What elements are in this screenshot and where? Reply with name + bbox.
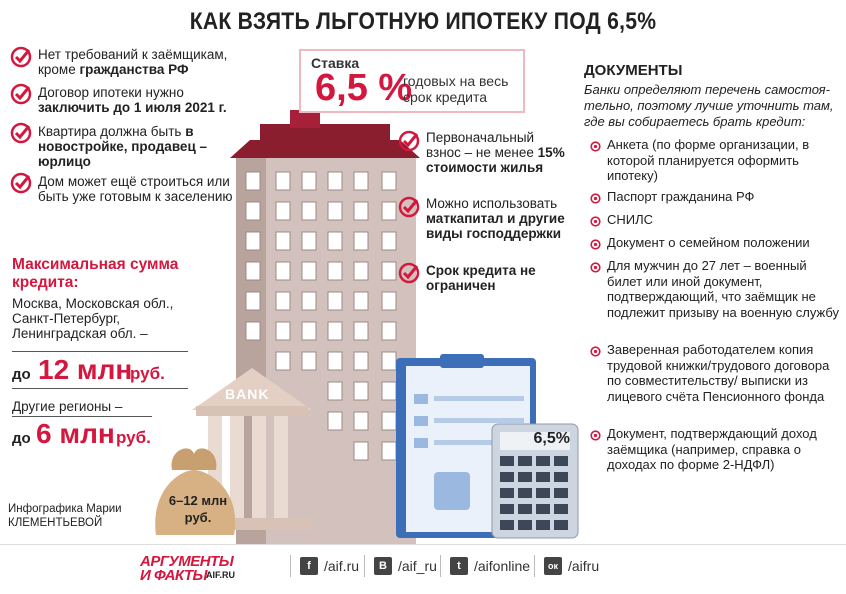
document-item: Паспорт гражданина РФ [607, 189, 755, 204]
documents-title: ДОКУМЕНТЫ [584, 62, 683, 79]
divider [12, 388, 188, 389]
condition-2: Можно использовать маткапитал и другие виды господдержки [426, 196, 565, 241]
check-icon [10, 172, 32, 194]
document-item: Для мужчин до 27 лет – военный билет или иной документ, подтверждающий, что заёмщик не подлежит призыву на военную службу [607, 258, 840, 320]
rate-label: Ставка [311, 55, 360, 71]
requirement-3: Квартира должна быть в новостройке, продавец – юрлицо [38, 124, 208, 169]
calculator-display: 6,5% [533, 430, 570, 447]
check-icon [10, 46, 32, 68]
divider [290, 555, 291, 577]
sum-2-unit: руб. [116, 428, 151, 447]
odnoklassniki-icon[interactable]: ок [544, 557, 562, 575]
facebook-link[interactable]: /aif.ru [324, 558, 360, 574]
divider [364, 555, 365, 577]
vk-link[interactable]: /aif_ru [398, 558, 437, 574]
sum-2-value: 6 млн [36, 418, 115, 449]
credit: Инфографика Марии КЛЕМЕНТЬЕВОЙ [8, 503, 122, 529]
documents-intro: Банки определяют перечень самостоя-тельно, поэтому лучше уточнить там, где вы собираетесь брать кредит: [584, 82, 834, 129]
check-icon [398, 262, 420, 284]
sum-1-unit: руб. [130, 364, 165, 383]
check-icon [10, 83, 32, 105]
twitter-link[interactable]: /aifonline [474, 558, 531, 574]
bullet-icon [590, 430, 601, 441]
bullet-icon [590, 141, 601, 152]
aif-logo-line-2: И ФАКТЫ [140, 567, 207, 584]
divider [12, 416, 152, 417]
divider [534, 555, 535, 577]
odnoklassniki-link[interactable]: /aifru [568, 558, 600, 574]
document-item: Анкета (по форме организации, в которой планируется оформить ипотеку) [607, 137, 810, 183]
check-icon [10, 122, 32, 144]
bullet-icon [590, 262, 601, 273]
rate-box [299, 49, 525, 113]
requirement-1: Нет требований к заёмщикам, кроме гражданства РФ [38, 47, 228, 77]
bullet-icon [590, 346, 601, 357]
facebook-icon[interactable]: f [300, 557, 318, 575]
aif-logo[interactable]: АРГУМЕНТЫ [140, 553, 234, 570]
aif-logo-site: AIF.RU [206, 570, 235, 580]
money-bag-label: 6–12 млн руб. [168, 493, 228, 525]
twitter-icon[interactable]: t [450, 557, 468, 575]
check-icon [398, 196, 420, 218]
check-icon [398, 130, 420, 152]
rate-value: 6,5 % [315, 67, 413, 109]
max-sum-title: Максимальная сумма кредита: [12, 256, 179, 291]
bullet-icon [590, 193, 601, 204]
requirement-4: Дом может ещё строиться или быть уже готовым к заселению [38, 174, 233, 204]
condition-3: Срок кредита не ограничен [426, 263, 536, 293]
document-item: Документ, подтверждающий доход заёмщика (например, справка о доходах по форме 2-НДФЛ) [607, 426, 817, 472]
document-item: Заверенная работодателем копия трудовой книжки/трудового договора по совместительству/ выписки из лицевого счёта Пенсионного фонда [607, 342, 830, 404]
vk-icon[interactable]: В [374, 557, 392, 575]
page-title: КАК ВЗЯТЬ ЛЬГОТНУЮ ИПОТЕКУ ПОД 6,5% [189, 8, 657, 35]
divider [12, 351, 188, 352]
condition-1: Первоначальный взнос – не менее 15% стоимости жилья [426, 130, 565, 175]
rate-description: годовых на весь срок кредита [403, 73, 509, 105]
sum-1-value: 12 млн [38, 354, 133, 385]
sum-2-prefix: до [12, 430, 31, 447]
divider [440, 555, 441, 577]
max-sum-region-2: Другие регионы – [12, 399, 123, 414]
bank-sign: BANK [225, 386, 270, 402]
document-item: СНИЛС [607, 212, 654, 227]
document-item: Документ о семейном положении [607, 235, 810, 250]
requirement-2: Договор ипотеки нужно заключить до 1 июля 2021 г. [38, 85, 227, 115]
max-sum-region-1: Москва, Московская обл., Санкт-Петербург, Ленинградская обл. – [12, 296, 174, 341]
bullet-icon [590, 239, 601, 250]
bullet-icon [590, 216, 601, 227]
sum-1-prefix: до [12, 366, 31, 383]
